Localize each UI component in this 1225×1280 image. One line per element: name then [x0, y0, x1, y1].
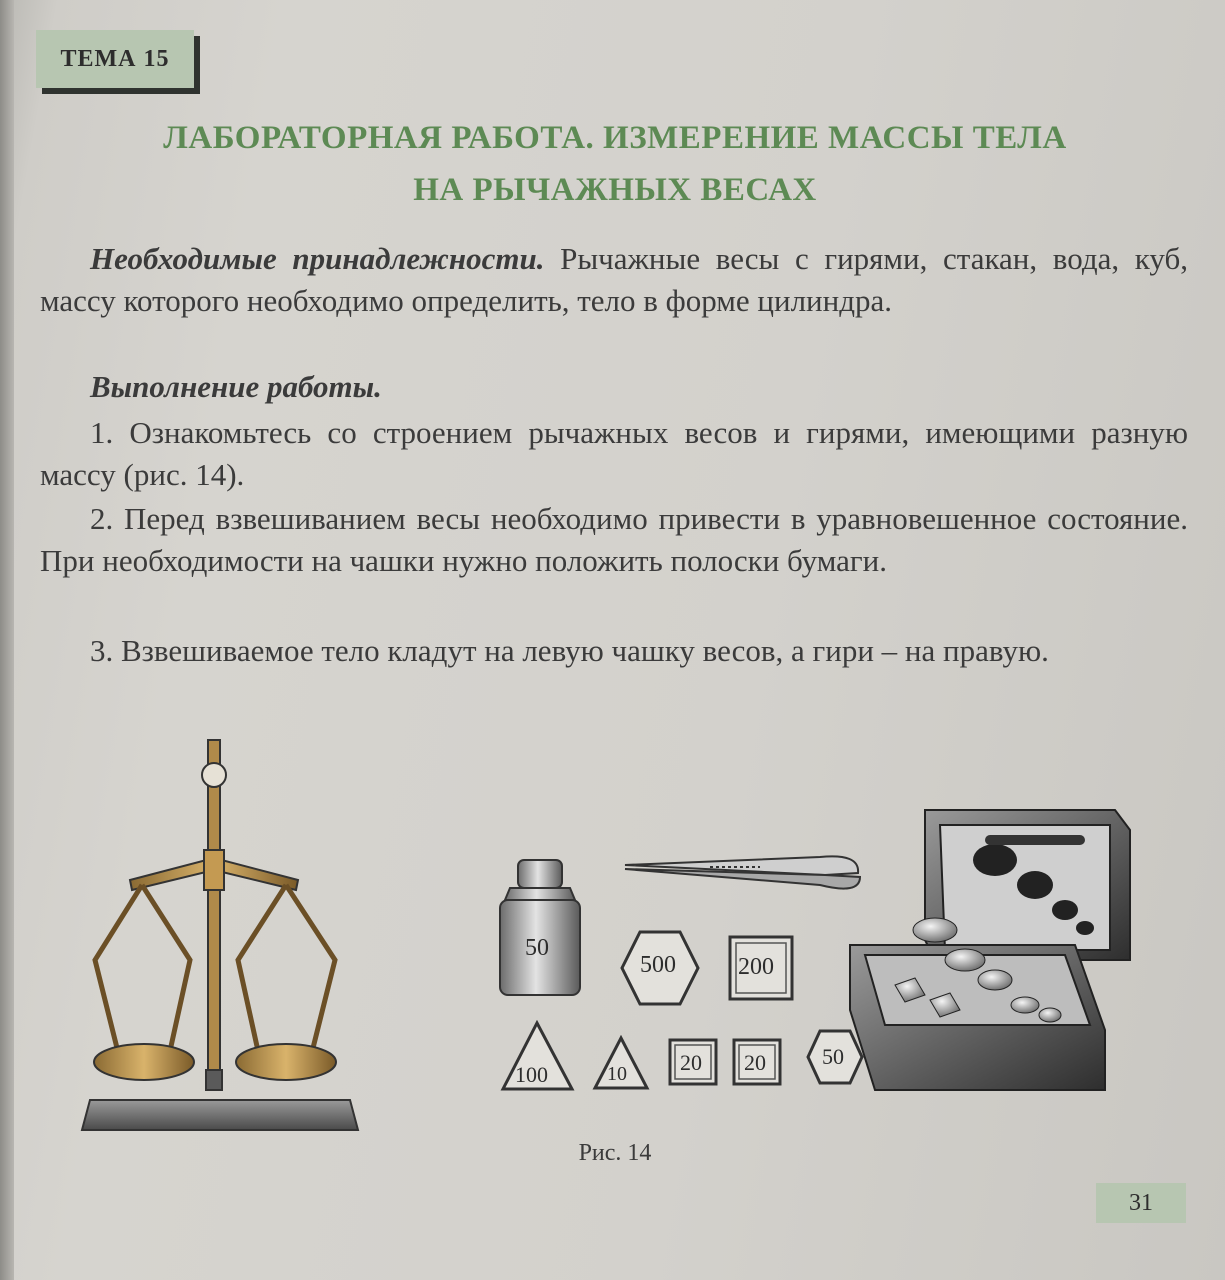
- title-line-2: НА РЫЧАЖНЫХ ВЕСАХ: [413, 172, 817, 208]
- square-weight-20-label-2: 20: [744, 1050, 766, 1075]
- procedure-step-1: 1. Ознакомьтесь со строением рычажных весов и гирями, имеющими разную массу (рис. 14).: [40, 415, 1188, 492]
- topic-tag: ТЕМА 15: [36, 30, 194, 88]
- figure-14: [0, 720, 1225, 1140]
- square-weight-200-label: 200: [738, 954, 774, 980]
- procedure-heading-paragraph: [40, 366, 1188, 408]
- equipment-heading: Необходимые принадлежности.: [90, 241, 545, 276]
- triangle-weight-10-label: 10: [607, 1063, 627, 1085]
- tweezers-icon: [620, 845, 870, 905]
- page-title: [60, 112, 1170, 216]
- weight-set-box-illustration: [845, 800, 1135, 1100]
- title-line-1: ЛАБОРАТОРНАЯ РАБОТА. ИЗМЕРЕНИЕ МАССЫ ТЕЛА: [163, 120, 1067, 156]
- procedure-heading: Выполнение работы.: [90, 369, 382, 404]
- square-weight-20-label-1: 20: [680, 1050, 702, 1075]
- triangle-weight-100-label: 100: [515, 1062, 548, 1087]
- balance-scale-illustration: [80, 730, 370, 1140]
- hexagon-weight-500-label: 500: [640, 952, 676, 978]
- equipment-text: Рычажные весы с гирями, стакан, вода, куб, массу которого необходимо определить, тело в форме цилиндра.: [40, 241, 1188, 318]
- equipment-paragraph: [40, 238, 1188, 322]
- procedure-step-3: 3. Взвешиваемое тело кладут на левую чашку весов, а гири – на правую.: [90, 633, 1049, 668]
- cylinder-weight-label: 50: [525, 935, 549, 961]
- cylinder-weight-icon: [490, 855, 590, 1005]
- procedure-step-2: 2. Перед взвешиванием весы необходимо привести в уравновешенное состояние. При необходимости на чашки нужно положить полоски бумаги.: [40, 501, 1188, 578]
- figure-caption: Рис. 14: [578, 1140, 652, 1166]
- page-number: 31: [1096, 1183, 1186, 1223]
- hexagon-weight-50-label: 50: [822, 1044, 844, 1069]
